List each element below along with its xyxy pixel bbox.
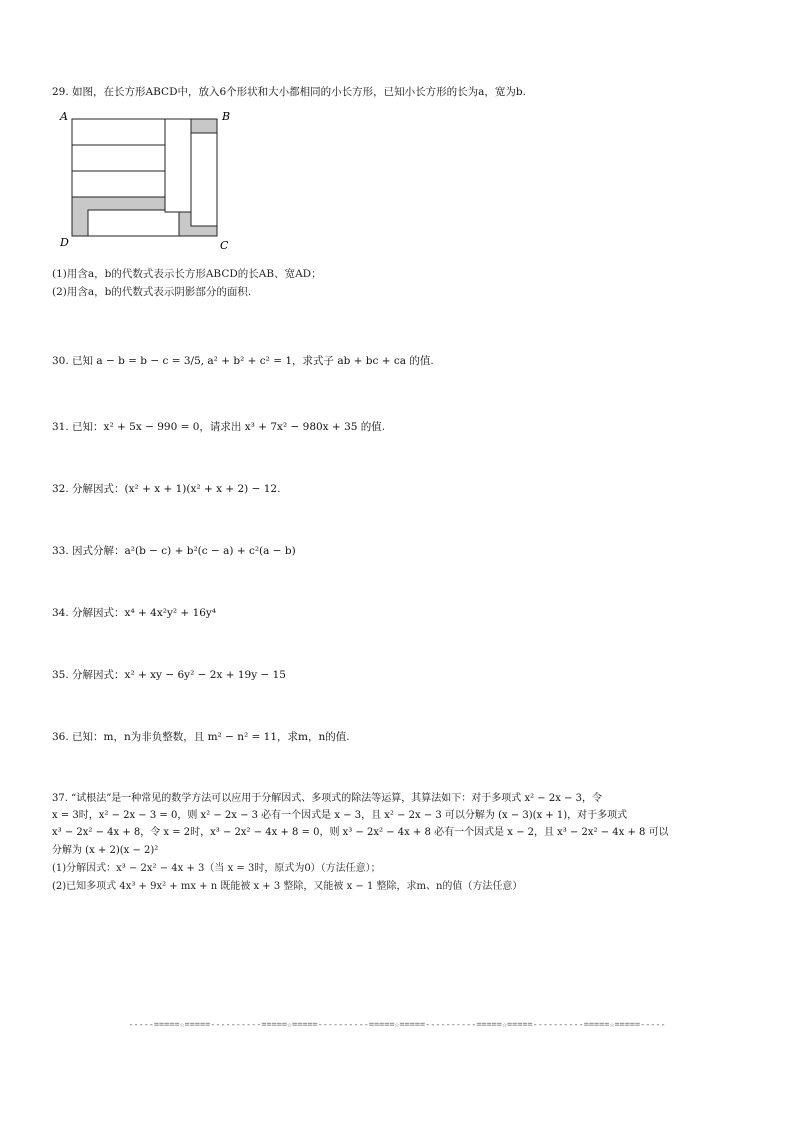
question-37-line-3: x³ − 2x² − 4x + 8，令 x = 2时，x³ − 2x² − 4x + 8 = 0，则 x³ − 2x² − 4x + 8 必有一个因式是 x − 2，且 x³ − 2x² − 4x + 8 可以 [52,827,669,838]
shaded-top-right [191,119,217,133]
label-b: B [222,110,231,123]
question-37-part-2: (2)已知多项式 4x³ + 9x² + mx + n 既能被 x + 3 整除，又能被 x − 1 整除，求m、n的值（方法任意） [52,881,523,892]
small-rect-2 [72,145,165,171]
label-d: D [60,236,69,249]
question-29: 29. 如图，在长方形ABCD中，放入6个形状和大小都相同的小长方形，已知小长方形的长为a，宽为b. [52,86,526,98]
question-36: 36. 已知：m，n为非负整数，且 m² − n² = 11，求m，n的值. [52,731,350,743]
small-rect-3 [72,171,165,197]
question-30: 30. 已知 a − b = b − c = 3/5, a² + b² + c² = 1，求式子 ab + bc + ca 的值. [52,355,434,367]
label-a: A [60,110,68,123]
footer-divider: -----=====☆=====----------=====☆=====----------=====☆=====----------=====☆=====----------=====☆=====----- [128,1020,666,1030]
question-34: 34. 分解因式：x⁴ + 4x²y² + 16y⁴ [52,607,217,619]
question-31: 31. 已知：x² + 5x − 990 = 0，请求出 x³ + 7x² − 980x + 35 的值. [52,421,386,433]
question-33: 33. 因式分解：a²(b − c) + b²(c − a) + c²(a − b) [52,545,296,557]
label-c: C [220,239,229,252]
question-35: 35. 分解因式：x² + xy − 6y² − 2x + 19y − 15 [52,669,286,681]
question-32: 32. 分解因式：(x² + x + 1)(x² + x + 2) − 12. [52,483,281,495]
question-29-part-1: (1)用含a，b的代数式表示长方形ABCD的长AB、宽AD； [52,268,322,280]
rectangle-figure [58,108,231,252]
question-29-part-2: (2)用含a，b的代数式表示阴影部分的面积. [52,286,252,298]
question-37-line-2: x = 3时，x² − 2x − 3 = 0，则 x² − 2x − 3 必有一个因式是 x − 3，且 x² − 2x − 3 可以分解为 (x − 3)(x + 1)，对于多项式 [52,810,628,821]
question-37-part-1: (1)分解因式：x³ − 2x² − 4x + 3（当 x = 3时，原式为0）（方法任意）； [52,863,381,874]
question-37-line-4: 分解为 (x + 2)(x − 2)² [52,845,159,856]
small-rect-1 [72,119,165,145]
small-rect-6 [191,133,217,226]
small-rect-4 [88,210,179,236]
question-37-line-1: 37. “试根法”是一种常见的数学方法可以应用于分解因式、多项式的除法等运算，其算法如下：对于多项式 x² − 2x − 3，令 [52,793,602,804]
small-rect-5 [165,119,191,212]
